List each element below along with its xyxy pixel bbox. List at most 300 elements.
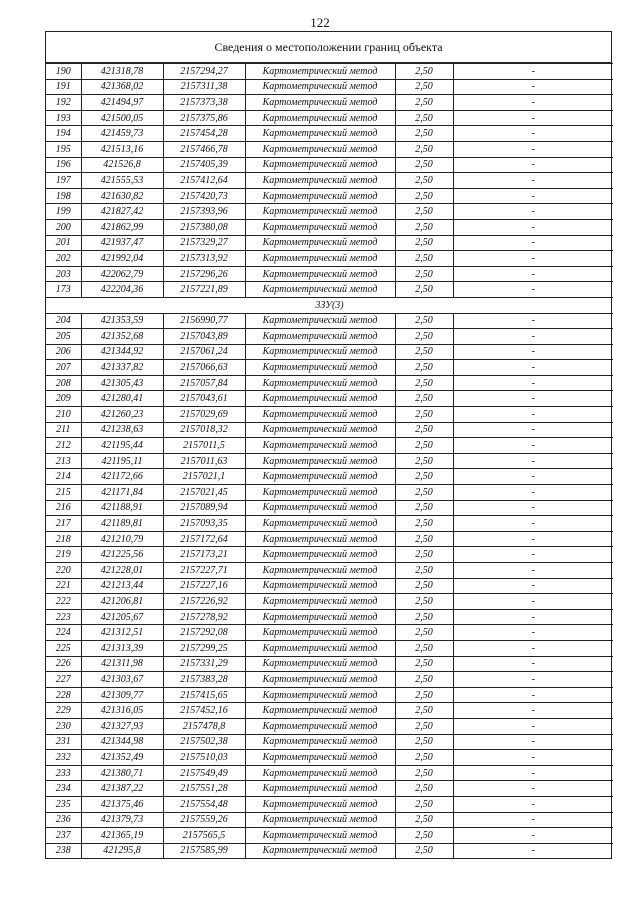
x-coordinate-cell: 421195,44	[81, 438, 163, 454]
y-coordinate-cell: 2157585,99	[163, 843, 245, 858]
point-number-cell: 224	[46, 625, 81, 641]
y-coordinate-cell: 2157329,27	[163, 235, 245, 251]
note-cell: -	[453, 578, 613, 594]
table-row	[46, 796, 613, 812]
table-row	[46, 734, 613, 750]
accuracy-cell: 2,50	[395, 173, 453, 189]
y-coordinate-cell: 2157554,48	[163, 796, 245, 812]
point-number-cell: 234	[46, 781, 81, 797]
table-row	[46, 329, 613, 345]
point-number-cell: 213	[46, 453, 81, 469]
method-cell: Картометрический метод	[245, 609, 395, 625]
accuracy-cell: 2,50	[395, 266, 453, 282]
accuracy-cell: 2,50	[395, 485, 453, 501]
method-cell: Картометрический метод	[245, 375, 395, 391]
note-cell: -	[453, 422, 613, 438]
x-coordinate-cell: 421555,53	[81, 173, 163, 189]
note-cell: -	[453, 812, 613, 828]
method-cell: Картометрический метод	[245, 640, 395, 656]
accuracy-cell: 2,50	[395, 282, 453, 298]
point-number-cell: 195	[46, 141, 81, 157]
point-number-cell: 225	[46, 640, 81, 656]
method-cell: Картометрический метод	[245, 703, 395, 719]
method-cell: Картометрический метод	[245, 453, 395, 469]
table-row	[46, 266, 613, 282]
y-coordinate-cell: 2157510,03	[163, 750, 245, 766]
y-coordinate-cell: 2157565,5	[163, 828, 245, 844]
table-row	[46, 95, 613, 111]
y-coordinate-cell: 2157311,38	[163, 79, 245, 95]
table-row	[46, 828, 613, 844]
method-cell: Картометрический метод	[245, 188, 395, 204]
x-coordinate-cell: 421172,66	[81, 469, 163, 485]
table-row	[46, 578, 613, 594]
note-cell: -	[453, 531, 613, 547]
y-coordinate-cell: 2157415,65	[163, 687, 245, 703]
accuracy-cell: 2,50	[395, 843, 453, 858]
point-number-cell: 197	[46, 173, 81, 189]
note-cell: -	[453, 251, 613, 267]
table-row	[46, 563, 613, 579]
note-cell: -	[453, 734, 613, 750]
method-cell: Картометрический метод	[245, 531, 395, 547]
table-row	[46, 812, 613, 828]
method-cell: Картометрический метод	[245, 219, 395, 235]
method-cell: Картометрический метод	[245, 157, 395, 173]
x-coordinate-cell: 421171,84	[81, 485, 163, 501]
table-row	[46, 407, 613, 423]
note-cell: -	[453, 329, 613, 345]
y-coordinate-cell: 2157412,64	[163, 173, 245, 189]
accuracy-cell: 2,50	[395, 79, 453, 95]
x-coordinate-cell: 421513,16	[81, 141, 163, 157]
x-coordinate-cell: 421375,46	[81, 796, 163, 812]
y-coordinate-cell: 2157066,63	[163, 360, 245, 376]
note-cell: -	[453, 391, 613, 407]
method-cell: Картометрический метод	[245, 500, 395, 516]
x-coordinate-cell: 421305,43	[81, 375, 163, 391]
point-number-cell: 212	[46, 438, 81, 454]
y-coordinate-cell: 2157011,63	[163, 453, 245, 469]
table-row	[46, 500, 613, 516]
y-coordinate-cell: 2157454,28	[163, 126, 245, 142]
point-number-cell: 208	[46, 375, 81, 391]
table-row	[46, 718, 613, 734]
y-coordinate-cell: 2157452,16	[163, 703, 245, 719]
method-cell: Картометрический метод	[245, 282, 395, 298]
method-cell: Картометрический метод	[245, 672, 395, 688]
x-coordinate-cell: 421280,41	[81, 391, 163, 407]
point-number-cell: 190	[46, 64, 81, 80]
point-number-cell: 202	[46, 251, 81, 267]
table-row	[46, 438, 613, 454]
method-cell: Картометрический метод	[245, 329, 395, 345]
accuracy-cell: 2,50	[395, 219, 453, 235]
table-row	[46, 765, 613, 781]
method-cell: Картометрический метод	[245, 391, 395, 407]
table-row	[46, 687, 613, 703]
y-coordinate-cell: 2157021,1	[163, 469, 245, 485]
x-coordinate-cell: 421195,11	[81, 453, 163, 469]
table-row	[46, 594, 613, 610]
table-row	[46, 173, 613, 189]
y-coordinate-cell: 2157093,35	[163, 516, 245, 532]
y-coordinate-cell: 2157061,24	[163, 344, 245, 360]
x-coordinate-cell: 421494,97	[81, 95, 163, 111]
note-cell: -	[453, 609, 613, 625]
point-number-cell: 219	[46, 547, 81, 563]
table-row	[46, 188, 613, 204]
table-row	[46, 204, 613, 220]
note-cell: -	[453, 95, 613, 111]
point-number-cell: 238	[46, 843, 81, 858]
point-number-cell: 228	[46, 687, 81, 703]
accuracy-cell: 2,50	[395, 640, 453, 656]
x-coordinate-cell: 421260,23	[81, 407, 163, 423]
section-row	[46, 297, 613, 313]
y-coordinate-cell: 2157383,28	[163, 672, 245, 688]
note-cell: -	[453, 360, 613, 376]
accuracy-cell: 2,50	[395, 95, 453, 111]
accuracy-cell: 2,50	[395, 516, 453, 532]
note-cell: -	[453, 266, 613, 282]
note-cell: -	[453, 843, 613, 858]
y-coordinate-cell: 2157227,71	[163, 563, 245, 579]
point-number-cell: 229	[46, 703, 81, 719]
accuracy-cell: 2,50	[395, 235, 453, 251]
table-row	[46, 516, 613, 532]
point-number-cell: 203	[46, 266, 81, 282]
y-coordinate-cell: 2157021,45	[163, 485, 245, 501]
x-coordinate-cell: 421353,59	[81, 313, 163, 329]
method-cell: Картометрический метод	[245, 313, 395, 329]
x-coordinate-cell: 421205,67	[81, 609, 163, 625]
accuracy-cell: 2,50	[395, 141, 453, 157]
point-number-cell: 211	[46, 422, 81, 438]
method-cell: Картометрический метод	[245, 765, 395, 781]
accuracy-cell: 2,50	[395, 594, 453, 610]
accuracy-cell: 2,50	[395, 453, 453, 469]
table-row	[46, 469, 613, 485]
point-number-cell: 200	[46, 219, 81, 235]
note-cell: -	[453, 750, 613, 766]
method-cell: Картометрический метод	[245, 266, 395, 282]
accuracy-cell: 2,50	[395, 672, 453, 688]
point-number-cell: 205	[46, 329, 81, 345]
method-cell: Картометрический метод	[245, 141, 395, 157]
point-number-cell: 201	[46, 235, 81, 251]
y-coordinate-cell: 2157278,92	[163, 609, 245, 625]
point-number-cell: 221	[46, 578, 81, 594]
method-cell: Картометрический метод	[245, 173, 395, 189]
x-coordinate-cell: 421500,05	[81, 110, 163, 126]
table-row	[46, 750, 613, 766]
table-row	[46, 375, 613, 391]
point-number-cell: 209	[46, 391, 81, 407]
y-coordinate-cell: 2157296,26	[163, 266, 245, 282]
note-cell: -	[453, 485, 613, 501]
note-cell: -	[453, 188, 613, 204]
x-coordinate-cell: 421344,98	[81, 734, 163, 750]
note-cell: -	[453, 157, 613, 173]
method-cell: Картометрический метод	[245, 547, 395, 563]
x-coordinate-cell: 421316,05	[81, 703, 163, 719]
point-number-cell: 214	[46, 469, 81, 485]
method-cell: Картометрический метод	[245, 407, 395, 423]
y-coordinate-cell: 2157466,78	[163, 141, 245, 157]
note-cell: -	[453, 407, 613, 423]
x-coordinate-cell: 421311,98	[81, 656, 163, 672]
method-cell: Картометрический метод	[245, 843, 395, 858]
method-cell: Картометрический метод	[245, 750, 395, 766]
method-cell: Картометрический метод	[245, 126, 395, 142]
accuracy-cell: 2,50	[395, 531, 453, 547]
method-cell: Картометрический метод	[245, 235, 395, 251]
point-number-cell: 198	[46, 188, 81, 204]
point-number-cell: 232	[46, 750, 81, 766]
point-number-cell: 218	[46, 531, 81, 547]
table-row	[46, 656, 613, 672]
x-coordinate-cell: 421312,51	[81, 625, 163, 641]
method-cell: Картометрический метод	[245, 251, 395, 267]
table-row	[46, 391, 613, 407]
y-coordinate-cell: 2157502,38	[163, 734, 245, 750]
method-cell: Картометрический метод	[245, 796, 395, 812]
note-cell: -	[453, 516, 613, 532]
accuracy-cell: 2,50	[395, 126, 453, 142]
method-cell: Картометрический метод	[245, 781, 395, 797]
note-cell: -	[453, 781, 613, 797]
page-number: 122	[310, 15, 330, 30]
y-coordinate-cell: 2157221,89	[163, 282, 245, 298]
point-number-cell: 233	[46, 765, 81, 781]
note-cell: -	[453, 64, 613, 80]
table-row	[46, 282, 613, 298]
table-row	[46, 313, 613, 329]
accuracy-cell: 2,50	[395, 204, 453, 220]
table-row	[46, 251, 613, 267]
note-cell: -	[453, 656, 613, 672]
table-row	[46, 672, 613, 688]
note-cell: -	[453, 625, 613, 641]
table-row	[46, 79, 613, 95]
y-coordinate-cell: 2157043,89	[163, 329, 245, 345]
note-cell: -	[453, 344, 613, 360]
accuracy-cell: 2,50	[395, 391, 453, 407]
table-row	[46, 157, 613, 173]
accuracy-cell: 2,50	[395, 422, 453, 438]
y-coordinate-cell: 2157018,32	[163, 422, 245, 438]
accuracy-cell: 2,50	[395, 828, 453, 844]
x-coordinate-cell: 421210,79	[81, 531, 163, 547]
point-number-cell: 193	[46, 110, 81, 126]
accuracy-cell: 2,50	[395, 110, 453, 126]
x-coordinate-cell: 421238,63	[81, 422, 163, 438]
point-number-cell: 223	[46, 609, 81, 625]
x-coordinate-cell: 421225,56	[81, 547, 163, 563]
y-coordinate-cell: 2157011,5	[163, 438, 245, 454]
x-coordinate-cell: 421213,44	[81, 578, 163, 594]
x-coordinate-cell: 422204,36	[81, 282, 163, 298]
note-cell: -	[453, 687, 613, 703]
table-title: Сведения о местоположении границ объекта	[46, 32, 611, 63]
point-number-cell: 222	[46, 594, 81, 610]
y-coordinate-cell: 2157559,26	[163, 812, 245, 828]
point-number-cell: 215	[46, 485, 81, 501]
method-cell: Картометрический метод	[245, 95, 395, 111]
table-row	[46, 625, 613, 641]
note-cell: -	[453, 594, 613, 610]
accuracy-cell: 2,50	[395, 687, 453, 703]
note-cell: -	[453, 438, 613, 454]
method-cell: Картометрический метод	[245, 79, 395, 95]
x-coordinate-cell: 421295,8	[81, 843, 163, 858]
method-cell: Картометрический метод	[245, 812, 395, 828]
note-cell: -	[453, 640, 613, 656]
table-row	[46, 235, 613, 251]
accuracy-cell: 2,50	[395, 407, 453, 423]
x-coordinate-cell: 421992,04	[81, 251, 163, 267]
point-number-cell: 196	[46, 157, 81, 173]
note-cell: -	[453, 375, 613, 391]
method-cell: Картометрический метод	[245, 204, 395, 220]
accuracy-cell: 2,50	[395, 375, 453, 391]
accuracy-cell: 2,50	[395, 765, 453, 781]
table-row	[46, 126, 613, 142]
note-cell: -	[453, 110, 613, 126]
accuracy-cell: 2,50	[395, 796, 453, 812]
point-number-cell: 194	[46, 126, 81, 142]
y-coordinate-cell: 2157226,92	[163, 594, 245, 610]
x-coordinate-cell: 421827,42	[81, 204, 163, 220]
note-cell: -	[453, 469, 613, 485]
accuracy-cell: 2,50	[395, 750, 453, 766]
accuracy-cell: 2,50	[395, 609, 453, 625]
point-number-cell: 235	[46, 796, 81, 812]
table-row	[46, 640, 613, 656]
method-cell: Картометрический метод	[245, 516, 395, 532]
accuracy-cell: 2,50	[395, 313, 453, 329]
accuracy-cell: 2,50	[395, 656, 453, 672]
x-coordinate-cell: 421365,19	[81, 828, 163, 844]
note-cell: -	[453, 126, 613, 142]
point-number-cell: 227	[46, 672, 81, 688]
table-row	[46, 609, 613, 625]
table-row	[46, 703, 613, 719]
table-row	[46, 360, 613, 376]
accuracy-cell: 2,50	[395, 781, 453, 797]
x-coordinate-cell: 421188,91	[81, 500, 163, 516]
method-cell: Картометрический метод	[245, 360, 395, 376]
note-cell: -	[453, 828, 613, 844]
method-cell: Картометрический метод	[245, 828, 395, 844]
y-coordinate-cell: 2157057,84	[163, 375, 245, 391]
table-row	[46, 141, 613, 157]
point-number-cell: 236	[46, 812, 81, 828]
note-cell: -	[453, 703, 613, 719]
point-number-cell: 216	[46, 500, 81, 516]
accuracy-cell: 2,50	[395, 547, 453, 563]
y-coordinate-cell: 2156990,77	[163, 313, 245, 329]
x-coordinate-cell: 421459,73	[81, 126, 163, 142]
x-coordinate-cell: 421379,73	[81, 812, 163, 828]
point-number-cell: 220	[46, 563, 81, 579]
accuracy-cell: 2,50	[395, 578, 453, 594]
y-coordinate-cell: 2157549,49	[163, 765, 245, 781]
accuracy-cell: 2,50	[395, 438, 453, 454]
point-number-cell: 173	[46, 282, 81, 298]
method-cell: Картометрический метод	[245, 485, 395, 501]
x-coordinate-cell: 421327,93	[81, 718, 163, 734]
y-coordinate-cell: 2157478,8	[163, 718, 245, 734]
y-coordinate-cell: 2157029,69	[163, 407, 245, 423]
table-row	[46, 485, 613, 501]
y-coordinate-cell: 2157089,94	[163, 500, 245, 516]
y-coordinate-cell: 2157292,08	[163, 625, 245, 641]
x-coordinate-cell: 421318,78	[81, 64, 163, 80]
point-number-cell: 199	[46, 204, 81, 220]
point-number-cell: 230	[46, 718, 81, 734]
x-coordinate-cell: 421387,22	[81, 781, 163, 797]
accuracy-cell: 2,50	[395, 812, 453, 828]
accuracy-cell: 2,50	[395, 625, 453, 641]
note-cell: -	[453, 672, 613, 688]
y-coordinate-cell: 2157043,61	[163, 391, 245, 407]
accuracy-cell: 2,50	[395, 734, 453, 750]
x-coordinate-cell: 421189,81	[81, 516, 163, 532]
method-cell: Картометрический метод	[245, 469, 395, 485]
table-row	[46, 422, 613, 438]
boundary-table-sheet	[45, 31, 612, 859]
point-number-cell: 191	[46, 79, 81, 95]
note-cell: -	[453, 765, 613, 781]
point-number-cell: 226	[46, 656, 81, 672]
accuracy-cell: 2,50	[395, 563, 453, 579]
y-coordinate-cell: 2157227,16	[163, 578, 245, 594]
point-number-cell: 204	[46, 313, 81, 329]
y-coordinate-cell: 2157331,29	[163, 656, 245, 672]
x-coordinate-cell: 421352,68	[81, 329, 163, 345]
note-cell: -	[453, 141, 613, 157]
table-row	[46, 547, 613, 563]
x-coordinate-cell: 421313,39	[81, 640, 163, 656]
y-coordinate-cell: 2157294,27	[163, 64, 245, 80]
accuracy-cell: 2,50	[395, 188, 453, 204]
y-coordinate-cell: 2157405,39	[163, 157, 245, 173]
method-cell: Картометрический метод	[245, 734, 395, 750]
accuracy-cell: 2,50	[395, 329, 453, 345]
y-coordinate-cell: 2157313,92	[163, 251, 245, 267]
y-coordinate-cell: 2157393,96	[163, 204, 245, 220]
accuracy-cell: 2,50	[395, 251, 453, 267]
point-number-cell: 231	[46, 734, 81, 750]
x-coordinate-cell: 421526,8	[81, 157, 163, 173]
table-row	[46, 781, 613, 797]
table-row	[46, 110, 613, 126]
coordinates-table-body	[46, 64, 613, 859]
x-coordinate-cell: 421630,82	[81, 188, 163, 204]
x-coordinate-cell: 421206,81	[81, 594, 163, 610]
x-coordinate-cell: 421309,77	[81, 687, 163, 703]
note-cell: -	[453, 718, 613, 734]
method-cell: Картометрический метод	[245, 687, 395, 703]
y-coordinate-cell: 2157172,64	[163, 531, 245, 547]
x-coordinate-cell: 421303,67	[81, 672, 163, 688]
point-number-cell: 237	[46, 828, 81, 844]
note-cell: -	[453, 79, 613, 95]
accuracy-cell: 2,50	[395, 469, 453, 485]
x-coordinate-cell: 421337,82	[81, 360, 163, 376]
